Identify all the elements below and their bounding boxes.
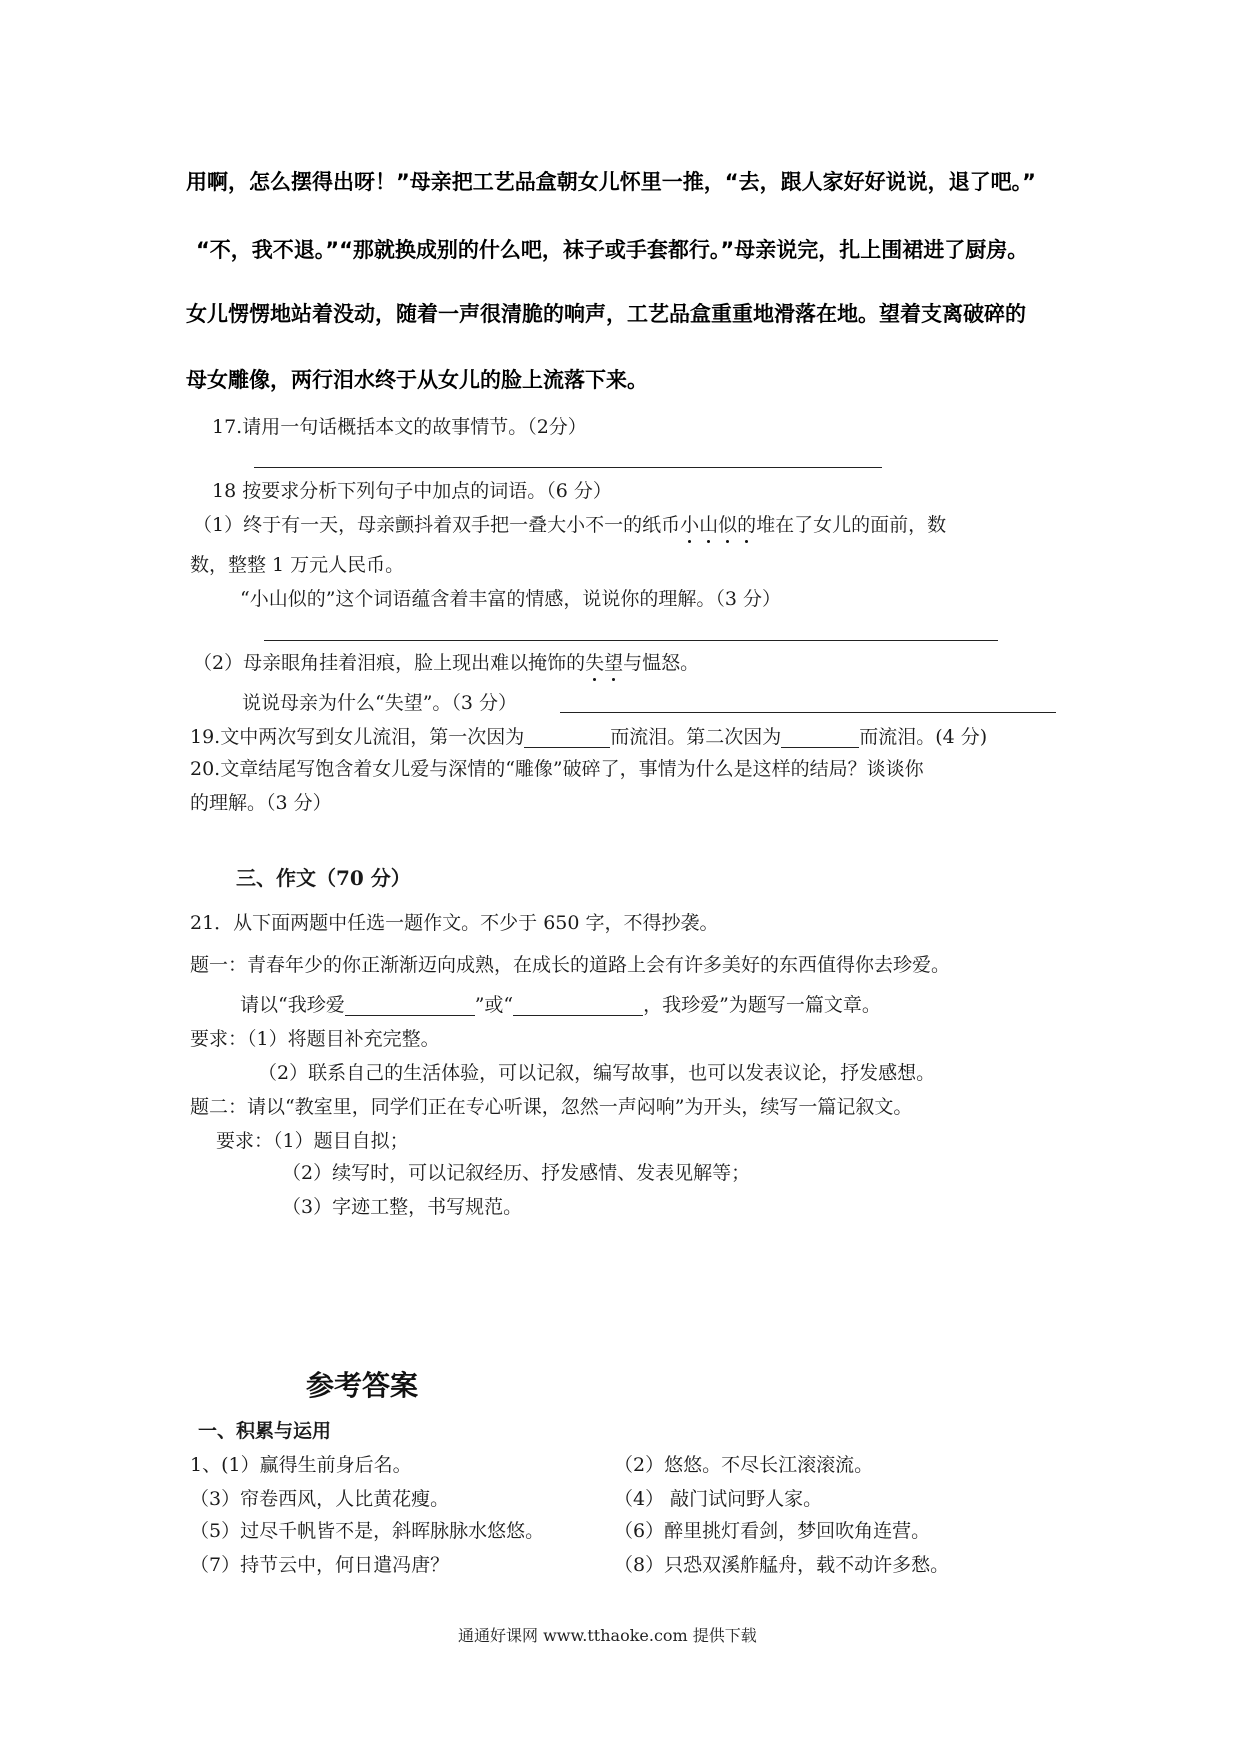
story-line-1: 用啊，怎么摆得出呀！”母亲把工艺品盒朝女儿怀里一推，“去，跟人家好好说说，退了吧。”	[186, 170, 1036, 194]
blank-19-1	[524, 728, 610, 748]
q18-1-text-before: （1）终于有一天，母亲颤抖着双手把一叠大小不一的纸币	[193, 514, 681, 536]
dotted-char: 山	[699, 514, 719, 536]
q18-2-text-before: （2）母亲眼角挂着泪痕，脸上现出难以掩饰的	[193, 652, 586, 674]
topic-1-requirement-2: （2）联系自己的生活体验，可以记叙，编写故事，也可以发表议论，抒发感想。	[258, 1062, 936, 1084]
q18-2-text-after: 与愠怒。	[623, 652, 700, 674]
q19-text-c: 而流泪。(4 分)	[859, 726, 988, 748]
topic-2: 题二：请以“教室里，同学们正在专心听课，忽然一声闷响”为开头，续写一篇记叙文。	[190, 1096, 913, 1118]
story-line-2: “不，我不退。”“那就换成别的什么吧，袜子或手套都行。”母亲说完，扎上围裙进了厨房。	[196, 238, 1029, 262]
question-18-part-1-line-2: 数，整整 1 万元人民币。	[190, 554, 405, 576]
topic-1-ask	[240, 996, 881, 1016]
question-18-part-2	[193, 654, 699, 673]
blank-title-2	[513, 996, 643, 1016]
answer-5: （5）过尽千帆皆不是，斜晖脉脉水悠悠。	[190, 1520, 545, 1542]
q18-1-text-after: 堆在了女儿的面前，数	[756, 514, 947, 536]
answer-6: （6）醉里挑灯看剑，梦回吹角连营。	[614, 1520, 931, 1542]
composition-heading: 三、作文（70 分）	[236, 866, 411, 890]
topic-2-requirement-3: （3）字迹工整，书写规范。	[282, 1196, 523, 1218]
question-18-part-1	[193, 516, 946, 535]
question-19	[190, 728, 987, 748]
question-18-part-2-ask: 说说母亲为什么“失望”。（3 分）	[242, 692, 518, 714]
footer-credit: 通通好课网 www.tthaoke.com 提供下载	[458, 1626, 757, 1645]
topic-2-requirement-1: 要求：（1）题目自拟；	[216, 1130, 409, 1152]
topic-1-ask-a: 请以“我珍爱	[240, 994, 345, 1016]
dotted-char: 望	[604, 652, 624, 674]
topic-1-ask-c: ，我珍爱”为题写一篇文章。	[643, 994, 881, 1016]
dotted-char: 失	[585, 652, 605, 674]
question-17: 17.请用一句话概括本文的故事情节。（2分）	[212, 416, 587, 438]
answers-title: 参考答案	[306, 1369, 419, 1402]
q19-text-b: 而流泪。第二次因为	[610, 726, 782, 748]
answer-line-18-1	[264, 640, 998, 641]
topic-1: 题一：青春年少的你正渐渐迈向成熟，在成长的道路上会有许多美好的东西值得你去珍爱。	[190, 954, 951, 976]
answer-3: （3）帘卷西风，人比黄花瘦。	[190, 1488, 450, 1510]
question-20-line-1: 20.文章结尾写饱含着女儿爱与深情的“雕像”破碎了，事情为什么是这样的结局？谈谈你	[190, 758, 924, 780]
blank-title-1	[345, 996, 475, 1016]
dotted-char: 小	[680, 514, 700, 536]
story-line-3: 女儿愣愣地站着没动，随着一声很清脆的响声，工艺品盒重重地滑落在地。望着支离破碎的	[186, 302, 1026, 326]
answer-4: （4） 敲门试问野人家。	[614, 1488, 823, 1510]
answer-2: （2）悠悠。不尽长江滚滚流。	[614, 1454, 874, 1476]
answers-section-1: 一、积累与运用	[198, 1420, 332, 1442]
question-18: 18 按要求分析下列句子中加点的词语。（6 分）	[212, 480, 612, 502]
answer-1: 1、(1）赢得生前身后名。	[190, 1454, 412, 1476]
dotted-char: 的	[737, 514, 757, 536]
question-18-part-1-ask: “小山似的”这个词语蕴含着丰富的情感，说说你的理解。（3 分）	[240, 588, 782, 610]
blank-19-2	[781, 728, 859, 748]
answer-7: （7）持节云中，何日遣冯唐？	[190, 1554, 450, 1576]
answer-line-17	[254, 467, 882, 468]
topic-2-requirement-2: （2）续写时，可以记叙经历、抒发感情、发表见解等；	[282, 1162, 751, 1184]
q19-text-a: 19.文中两次写到女儿流泪，第一次因为	[190, 726, 525, 748]
question-21: 21．从下面两题中任选一题作文。不少于 650 字，不得抄袭。	[190, 912, 719, 934]
topic-1-requirement-1: 要求：（1）将题目补充完整。	[190, 1028, 440, 1050]
question-20-line-2: 的理解。（3 分）	[190, 792, 332, 814]
answer-8: （8）只恐双溪舴艋舟，载不动许多愁。	[614, 1554, 950, 1576]
story-line-4: 母女雕像，两行泪水终于从女儿的脸上流落下来。	[186, 368, 648, 392]
answer-line-18-2	[560, 712, 1056, 713]
topic-1-ask-b: ”或“	[474, 994, 514, 1016]
dotted-char: 似	[718, 514, 738, 536]
